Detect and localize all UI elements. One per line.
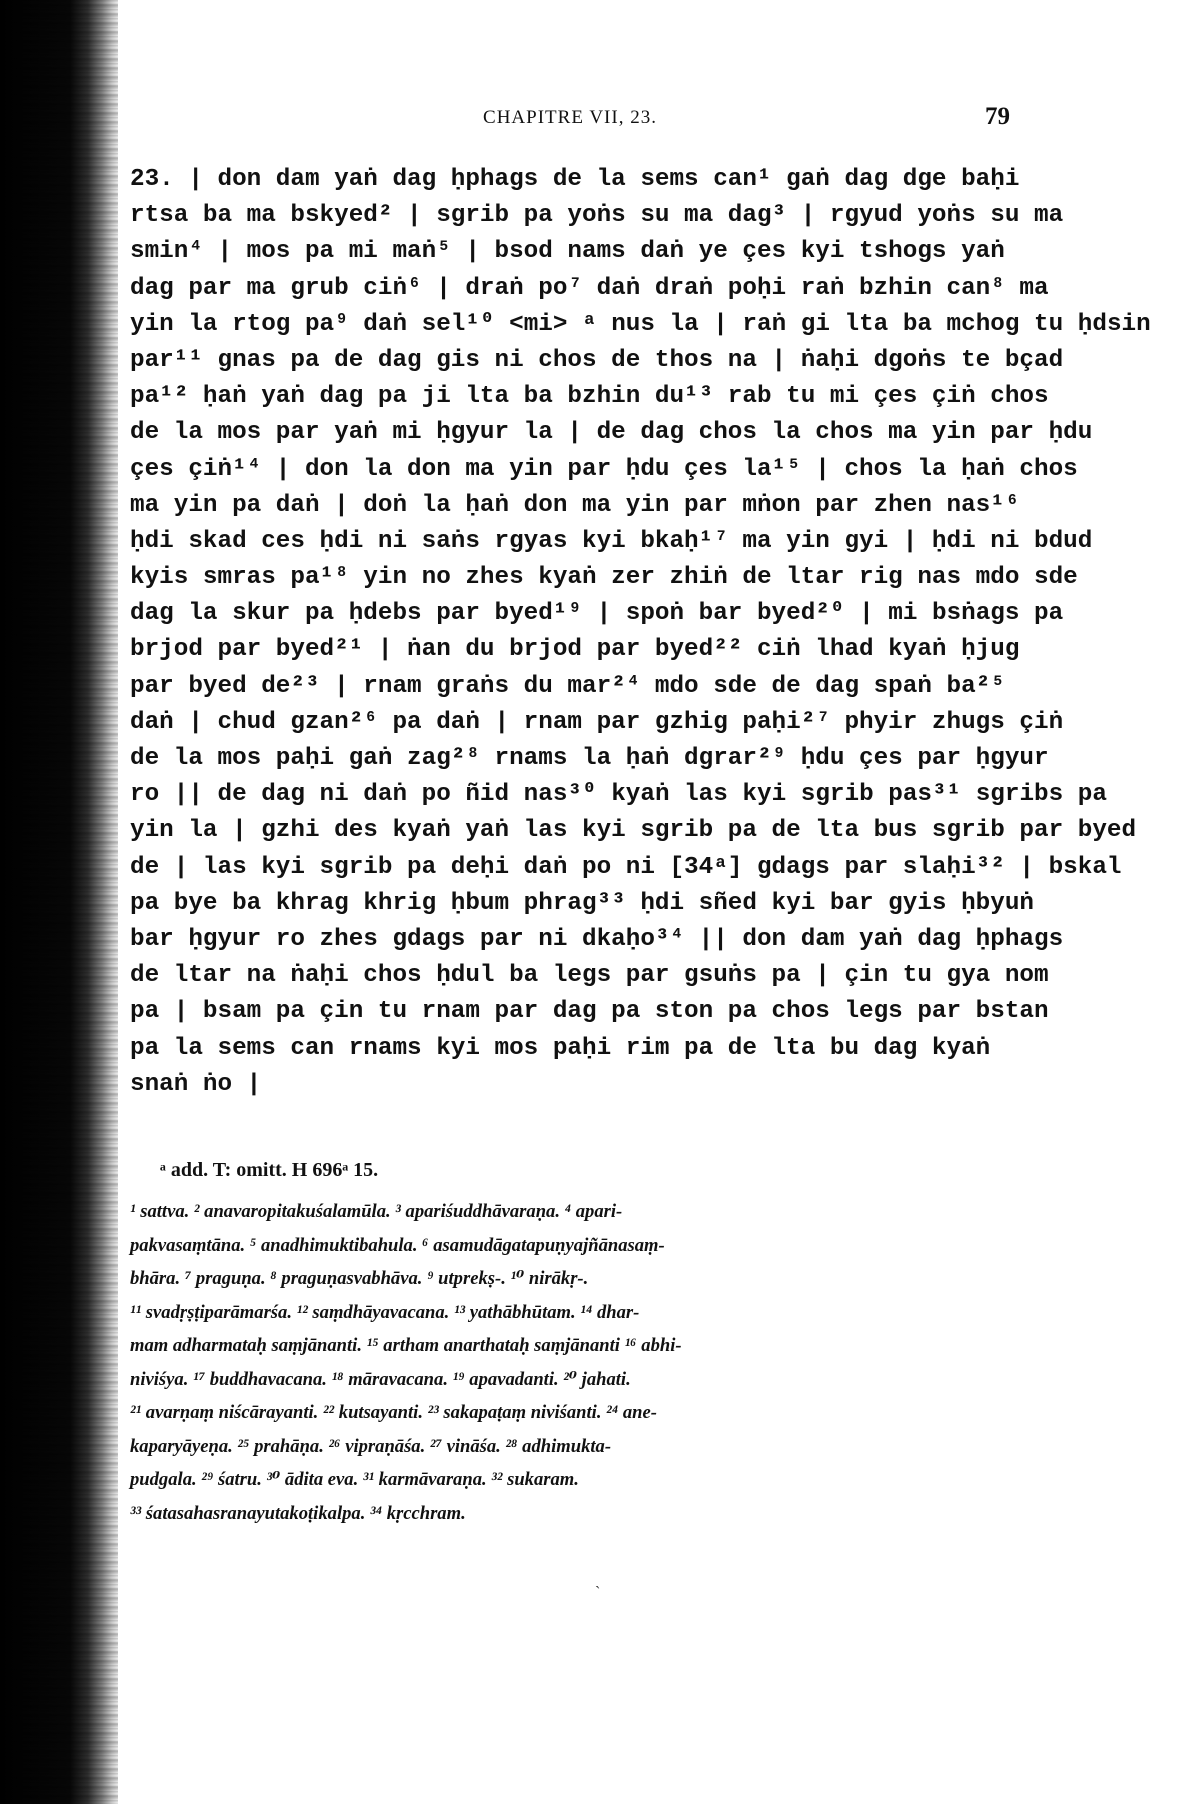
text-line: de | las kyi sgrib pa deḥi daṅ po ni [34ᵃ] gdags par slaḥi³² | bskal xyxy=(130,853,1122,881)
main-text-block xyxy=(130,162,1151,1103)
text-line: ro || de dag ni daṅ po ñid nas³⁰ kyaṅ las kyi sgrib pas³¹ sgribs pa xyxy=(130,781,1107,809)
text-line: dag par ma grub ciṅ⁶ | draṅ po⁷ daṅ draṅ poḥi raṅ bzhin can⁸ ma xyxy=(130,274,1049,302)
text-line: daṅ | chud gzan²⁶ pa daṅ | rnam par gzhig paḥi²⁷ phyir zhugs çiṅ xyxy=(130,708,1064,736)
running-title: CHAPITRE VII, 23. xyxy=(483,107,657,128)
footnote-line: bhāra. ⁷ praguṇa. ⁸ praguṇasvabhāva. ⁹ utprekṣ-. ¹⁰ nirākṛ-. xyxy=(130,1268,589,1289)
footnote-line: pudgala. ²⁹ śatru. ³⁰ ādita eva. ³¹ karmāvaraṇa. ³² sukaram. xyxy=(130,1469,579,1490)
text-line: kyis smras pa¹⁸ yin no zhes kyaṅ zer zhiṅ de ltar rig nas mdo sde xyxy=(130,564,1078,592)
text-line: de la mos paḥi gaṅ zag²⁸ rnams la ḥaṅ dgrar²⁹ ḥdu çes par ḥgyur xyxy=(130,745,1049,772)
footnote-line: kaparyāyeṇa. ²⁵ prahāṇa. ²⁶ vipraṇāśa. ²⁷ vināśa. ²⁸ adhimukta- xyxy=(130,1435,612,1457)
text-line: pa la sems can rnams kyi mos paḥi rim pa de lta bu dag kyaṅ xyxy=(130,1034,991,1062)
text-line: pa¹² ḥaṅ yaṅ dag pa ji lta ba bzhin du¹³ rab tu mi çes çiṅ chos xyxy=(130,383,1049,411)
footnote-line: pakvasaṃtāna. ⁵ anadhimuktibahula. ⁶ asamudāgatapuṇyajñānasaṃ- xyxy=(130,1234,665,1256)
text-line: yin la | gzhi des kyaṅ yaṅ las kyi sgrib pa de lta bus sgrib par byed xyxy=(130,817,1137,845)
text-line: smin⁴ | mos pa mi maṅ⁵ | bsod nams daṅ ye çes kyi tshogs yaṅ xyxy=(130,238,1005,266)
text-line: pa | bsam pa çin tu rnam par dag pa ston pa chos legs par bstan xyxy=(130,998,1049,1026)
text-line: brjod par byed²¹ | ṅan du brjod par byed²² ciṅ lhad kyaṅ ḥjug xyxy=(130,636,1020,664)
footnote-glosses xyxy=(130,1195,1010,1530)
text-line: pa bye ba khrag khrig ḥbum phrag³³ ḥdi sñed kyi bar gyis ḥbyuṅ xyxy=(130,889,1034,917)
text-line: bar ḥgyur ro zhes gdags par ni dkaḥo³⁴ || don dam yaṅ dag ḥphags xyxy=(130,925,1064,953)
text-line: de la mos par yaṅ mi ḥgyur la | de dag chos la chos ma yin par ḥdu xyxy=(130,419,1093,447)
footnote-line: ²¹ avarṇaṃ niścārayanti. ²² kutsayanti. ²³ sakapaṭaṃ niviśanti. ²⁴ ane- xyxy=(130,1402,657,1423)
running-head xyxy=(130,103,1010,139)
text-line: çes çiṅ¹⁴ | don la don ma yin par ḥdu çes la¹⁵ | chos la ḥaṅ chos xyxy=(130,455,1078,483)
footnote-line: ¹¹ svadṛṣṭiparāmarśa. ¹² saṃdhāyavacana. ¹³ yathābhūtam. ¹⁴ dhar- xyxy=(130,1301,640,1323)
text-line: ma yin pa daṅ | doṅ la ḥaṅ don ma yin par mṅon par zhen nas¹⁶ xyxy=(130,491,1020,519)
footnote-line: mam adharmataḥ saṃjānanti. ¹⁵ artham anarthataḥ saṃjānanti ¹⁶ abhi- xyxy=(130,1335,682,1356)
page-number: 79 xyxy=(985,103,1010,130)
footnote-line: ³³ śatasahasranayutakoṭikalpa. ³⁴ kṛcchram. xyxy=(130,1502,466,1524)
footnote-line: niviśya. ¹⁷ buddhavacana. ¹⁸ māravacana. ¹⁹ apavadanti. ²⁰ jahati. xyxy=(130,1368,631,1390)
footnote-line: ¹ sattva. ² anavaropitakuśalamūla. ³ apariśuddhāvaraṇa. ⁴ apari- xyxy=(130,1201,623,1222)
text-line: yin la rtog pa⁹ daṅ sel¹⁰ <mi> ᵃ nus la | raṅ gi lta ba mchog tu ḥdsin xyxy=(130,310,1151,338)
text-line: snaṅ ṅo | xyxy=(130,1070,262,1098)
stray-print-mark: ˎ xyxy=(595,1570,601,1589)
text-line: 23. | don dam yaṅ dag ḥphags de la sems can¹ gaṅ dag dge baḥi xyxy=(130,166,1020,193)
text-line: par byed de²³ | rnam graṅs du mar²⁴ mdo sde de dag spaṅ ba²⁵ xyxy=(130,672,1005,700)
text-line: ḥdi skad ces ḥdi ni saṅs rgyas kyi bkaḥ¹⁷ ma yin gyi | ḥdi ni bdud xyxy=(130,527,1093,555)
text-line: de ltar na ṅaḥi chos ḥdul ba legs par gsuṅs pa | çin tu gya nom xyxy=(130,962,1049,990)
footnotes xyxy=(130,1155,1010,1530)
text-line: par¹¹ gnas pa de dag gis ni chos de thos na | ṅaḥi dgoṅs te bçad xyxy=(130,346,1064,374)
text-line: dag la skur pa ḥdebs par byed¹⁹ | spoṅ bar byed²⁰ | mi bsṅags pa xyxy=(130,600,1064,628)
book-page xyxy=(130,0,1151,1804)
book-binding-shadow xyxy=(0,0,118,1804)
text-line: rtsa ba ma bskyed² | sgrib pa yoṅs su ma dag³ | rgyud yoṅs su ma xyxy=(130,202,1064,230)
footnote-variant-note: ᵃ add. T: omitt. H 696ᵃ 15. xyxy=(160,1159,379,1181)
